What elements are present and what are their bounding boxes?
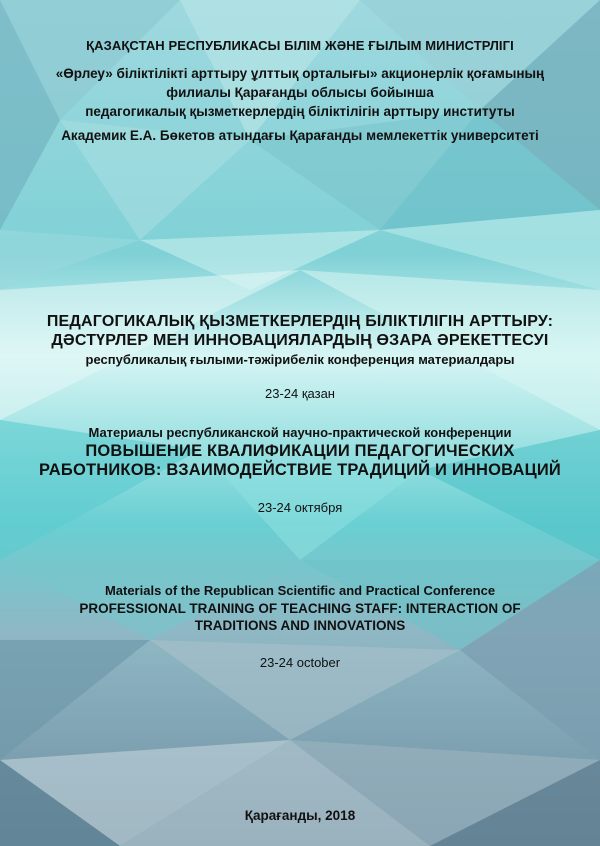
kazakh-title [0, 312, 600, 350]
english-intro: Materials of the Republican Scientific and Practical Conference [104, 583, 496, 598]
english-title-line-1: PROFESSIONAL TRAINING OF TEACHING STAFF: INTERACTION OF [79, 601, 521, 616]
kazakh-subtitle: республикалық ғылыми-тәжірибелік конференция материалдары [85, 352, 515, 367]
organizer-block [0, 64, 600, 121]
russian-date: 23-24 октября [257, 500, 343, 515]
organizer-line-1: «Өрлеу» біліктілікті арттыру ұлттық орталығы» акционерлік қоғамының [55, 66, 545, 81]
russian-title-line-2: РАБОТНИКОВ: ВЗАИМОДЕЙСТВИЕ ТРАДИЦИЙ И ИННОВАЦИЙ [39, 461, 561, 479]
university-name: Академик Е.А. Бөкетов атындағы Қарағанды мемлекеттік университеті [61, 128, 539, 143]
city-year: Қарағанды, 2018 [244, 808, 356, 823]
organizer-line-2: филиалы Қарағанды облысы бойынша [166, 85, 434, 100]
english-title [0, 600, 600, 634]
english-title-line-2: TRADITIONS AND INNOVATIONS [194, 618, 406, 633]
kazakh-title-line-2: ДӘСТҮРЛЕР МЕН ИННОВАЦИЯЛАРДЫҢ ӨЗАРА ӘРЕКЕТТЕСУІ [51, 332, 549, 349]
russian-intro: Материалы республиканской научно-практической конференции [88, 425, 512, 440]
organizer-line-3: педагогикалық қызметкерлердің біліктілігін арттыру институты [85, 104, 515, 119]
russian-title [0, 442, 600, 480]
ministry-name: ҚАЗАҚСТАН РЕСПУБЛИКАСЫ БІЛІМ ЖӘНЕ ҒЫЛЫМ МИНИСТРЛІГІ [86, 38, 514, 53]
kazakh-title-line-1: ПЕДАГОГИКАЛЫҚ ҚЫЗМЕТКЕРЛЕРДІҢ БІЛІКТІЛІГІН АРТТЫРУ: [46, 313, 554, 330]
english-date: 23-24 october [259, 655, 341, 670]
kazakh-date: 23-24 қазан [264, 386, 335, 401]
russian-title-line-1: ПОВЫШЕНИЕ КВАЛИФИКАЦИИ ПЕДАГОГИЧЕСКИХ [85, 442, 515, 460]
